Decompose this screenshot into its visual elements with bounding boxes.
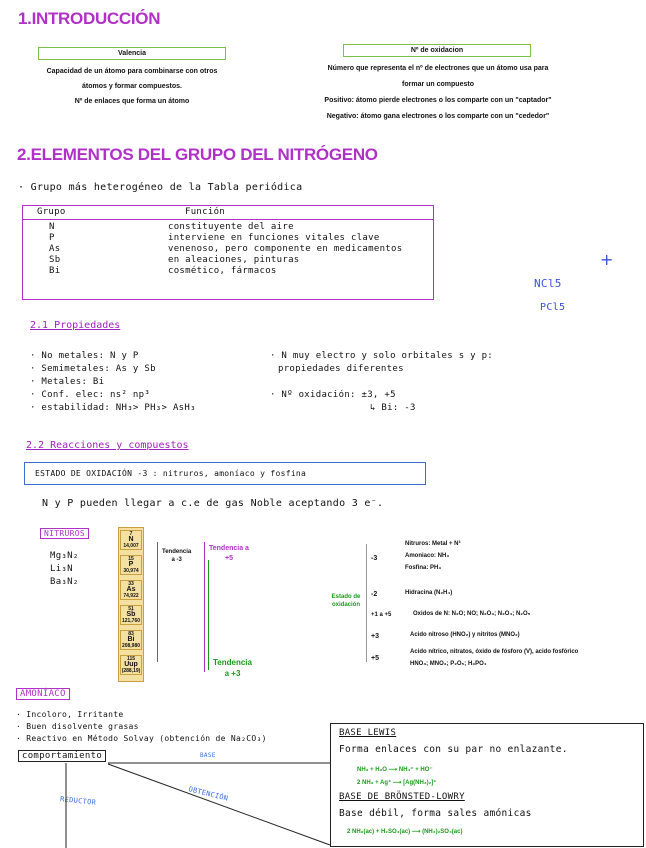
amoniaco-item: · Incoloro, Irritante (16, 710, 124, 719)
reacciones-line: N y P pueden llegar a c.e de gas Noble aceptando 3 e⁻. (42, 498, 384, 509)
section2-title: 2.ELEMENTOS DEL GRUPO DEL NITRÓGENO (17, 145, 378, 164)
oxidacion-title: Nº de oxidacion (343, 44, 531, 57)
ox-level: +3 (371, 633, 379, 640)
tend-3: Tendencia a +3 (213, 658, 252, 678)
valencia-title: Valencia (38, 47, 226, 60)
reductor-label: REDUCTOR (59, 795, 97, 807)
lewis-text: Forma enlaces con su par no enlazante. (339, 744, 568, 755)
amoniaco-item: · Reactivo en Método Solvay (obtención de Na₂CO₃) (16, 734, 267, 743)
valencia-line: Nº de enlaces que forma un átomo (74, 98, 190, 105)
estado-box: ESTADO DE OXIDACIÓN -3 : nitruros, amoníaco y fosfina (24, 462, 426, 485)
prop-right-line: · N muy electro y solo orbitales s y p: (270, 351, 494, 361)
bronsted-title: BASE DE BRÖNSTED-LOWRY (339, 792, 465, 802)
ox-items: Oxidos de N: N₂O; NO; N₂O₃; N₂O₄; N₂O₅ (413, 611, 531, 617)
oxidacion-line: Número que representa el nº de electrones que un átomo usa para (327, 65, 549, 72)
ox-level: -3 (371, 555, 378, 562)
prop-right-line: propiedades diferentes (278, 364, 404, 374)
valencia-line: átomos y formar compuestos. (82, 83, 182, 90)
table-header-grupo: Grupo (37, 207, 66, 217)
section1-title: 1.INTRODUCCIÓN (18, 9, 161, 28)
ox-level: +1 a +5 (371, 612, 392, 618)
comportamiento-box: comportamiento (18, 750, 106, 762)
table-cell: As (49, 244, 61, 254)
bronsted-text: Base débil, forma sales amónicas (339, 808, 532, 819)
amoniaco-item: · Buen disolvente grasas (16, 722, 139, 731)
ncl5-note: NCl5 (534, 277, 562, 290)
table-cell: venenoso, pero componente en medicamentos (168, 244, 403, 254)
table-cell: Bi (49, 266, 61, 276)
amoniaco-box (330, 723, 644, 847)
oxidacion-line: formar un compuesto (402, 81, 474, 88)
prop-item: · Semimetales: As y Sb (30, 364, 156, 374)
ox-items: Nitruros: Metal + N³ Amoniaco: NH₃ Fosfina: PH₃ (405, 541, 461, 571)
element-cell: 51 Sb 121,760 (121, 606, 141, 624)
oxidacion-line: Positivo: átomo pierde electrones o los comparte con un "captador" (324, 97, 552, 104)
obtencion-label: OBTENCIÓN (187, 785, 230, 803)
table-cell: interviene en funciones vitales clave (168, 233, 380, 243)
eq-3: 2 NH₃(ac) + H₂SO₄(ac) ⟶ (NH₄)₂SO₄(ac) (347, 829, 463, 835)
table-cell: Sb (49, 255, 61, 265)
oxidacion-line: Negativo: átomo gana electrones o los comparte con un "cededor" (326, 113, 550, 120)
valencia-line: Capacidad de un átomo para combinarse con otros (46, 68, 218, 75)
tend-1: Tendencia a -3 (162, 549, 192, 563)
prop-item: · Metales: Bi (30, 377, 105, 387)
ox-level: -2 (371, 591, 378, 598)
element-cell: 115 Uup (288,19) (121, 656, 141, 674)
ox-items: Acido nítrico, nitratos, óxido de fósforo (V), acido fosfórico HNO₃; MNO₃; P₂O₅; H₃PO₄ (410, 649, 579, 667)
ox-items: Acido nitroso (HNO₂) y nitritos (MNO₂) (410, 632, 520, 638)
prop-item: · estabilidad: NH₃> PH₃> AsH₃ (30, 403, 196, 413)
nitruro-item: Mg₃N₂ (50, 551, 79, 561)
table-header-funcion: Función (185, 207, 226, 217)
cross-mark: + (600, 250, 614, 269)
base-label: BASE (200, 752, 216, 759)
lewis-title: BASE LEWIS (339, 728, 397, 738)
connector (108, 764, 330, 845)
table-cell: cosmético, fármacos (168, 266, 277, 276)
eq-2: 2 NH₃ + Ag⁺ ⟶ [Ag(NH₃)₂]⁺ (357, 780, 437, 786)
table-cell: constituyente del aire (168, 222, 294, 232)
prop-item: · Conf. elec: ns² np³ (30, 390, 151, 400)
reacciones-title: 2.2 Reacciones y compuestos (26, 440, 189, 451)
prop-right-line: ↳ Bi: -3 (370, 403, 416, 413)
ox-level: +5 (371, 655, 379, 662)
propiedades-title: 2.1 Propiedades (30, 320, 121, 331)
nitruro-item: Li₃N (50, 564, 73, 574)
table-cell: en aleaciones, pinturas (168, 255, 300, 265)
prop-right-line: · Nº oxidación: ±3, +5 (270, 390, 396, 400)
estado-label: Estado de oxidación (331, 594, 361, 608)
element-cell: 33 As 74,922 (120, 580, 142, 600)
element-cell: 15 P 30,974 (120, 555, 142, 575)
element-cell: 83 Bi 208,980 (121, 631, 141, 649)
ox-items: Hidracina (N₂H₄) (405, 590, 453, 596)
section2-intro: · Grupo más heterogéneo de la Tabla periódica (18, 182, 303, 193)
tend-2: Tendencia a +5 (209, 545, 249, 562)
table-cell: P (49, 233, 55, 243)
element-cell: 7 N 14,007 (120, 530, 142, 550)
pcl5-note: PCl5 (540, 302, 566, 313)
prop-item: · No metales: N y P (30, 351, 139, 361)
eq-1: NH₃ + H₂O ⟶ NH₄⁺ + HO⁻ (357, 767, 433, 773)
amoniaco-label: AMONÍACO (16, 688, 70, 700)
nitruro-item: Ba₃N₂ (50, 577, 79, 587)
table-cell: N (49, 222, 55, 232)
nitruros-label: NITRUROS (40, 528, 89, 539)
